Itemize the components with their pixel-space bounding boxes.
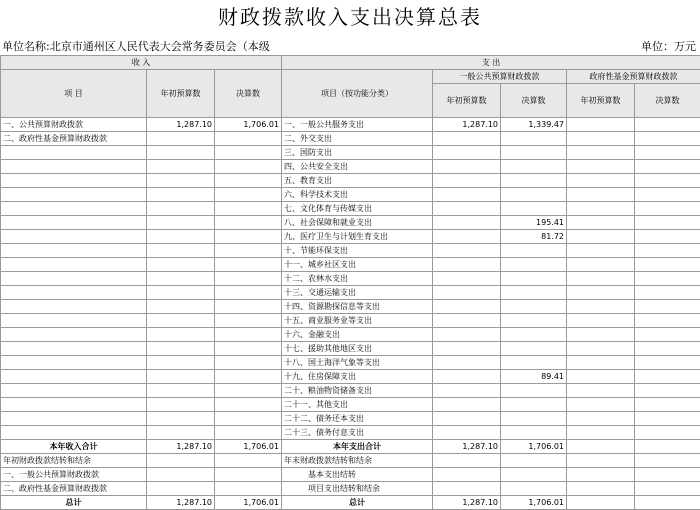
fund-final-cell[interactable] [635,356,700,370]
income-final-cell[interactable] [215,160,282,174]
summary-row [1,454,700,468]
fund-final-col-header: 决算数 [635,84,700,118]
fund-final-cell[interactable] [635,398,700,412]
empty-cell[interactable] [433,468,501,482]
fund-final-cell[interactable] [635,314,700,328]
gen-final-cell[interactable] [501,244,567,258]
income-final-cell[interactable] [215,328,282,342]
gen-budget-cell[interactable] [433,272,501,286]
fund-budget-cell[interactable] [567,174,635,188]
table-row [1,216,700,230]
income-budget-cell[interactable]: 1,287.10 [147,118,215,132]
income-budget-cell[interactable] [147,398,215,412]
gen-budget-cell[interactable] [433,300,501,314]
empty-cell[interactable] [567,468,635,482]
fund-final-cell[interactable] [635,300,700,314]
fund-budget-cell[interactable] [567,146,635,160]
table-row [1,174,700,188]
income-item-cell[interactable]: 二、政府性基金预算财政拨款 [1,132,147,146]
fund-final-cell[interactable] [635,118,700,132]
expense-total-gen-budget[interactable]: 1,287.10 [433,440,501,454]
fund-budget-cell[interactable] [567,384,635,398]
income-final-cell[interactable] [215,384,282,398]
expense-header: 支 出 [282,56,700,70]
income-item-cell[interactable] [1,258,147,272]
empty-cell[interactable] [567,440,635,454]
income-final-cell[interactable] [215,398,282,412]
gen-budget-cell[interactable] [433,132,501,146]
fund-final-cell[interactable] [635,160,700,174]
fund-final-cell[interactable] [635,272,700,286]
empty-cell[interactable] [433,454,501,468]
fund-final-cell[interactable] [635,258,700,272]
income-item-cell[interactable] [1,202,147,216]
table-row [1,230,700,244]
empty-cell[interactable] [567,482,635,496]
empty-cell[interactable] [433,482,501,496]
gen-budget-cell[interactable] [433,356,501,370]
gen-final-cell[interactable] [501,314,567,328]
income-budget-header: 年初预算数 [147,70,215,118]
general-budget-header: 一般公共预算财政拨款 [433,70,567,84]
table-row [1,300,700,314]
expense-item-cell[interactable]: 十三、交通运输支出 [282,286,433,300]
expense-item-cell[interactable]: 五、教育支出 [282,174,433,188]
income-header: 收 入 [1,56,282,70]
income-item-cell[interactable] [1,188,147,202]
gen-budget-cell[interactable] [433,398,501,412]
gen-final-cell[interactable] [501,286,567,300]
empty-cell[interactable] [215,468,282,482]
fund-budget-cell[interactable] [567,328,635,342]
summary-row [1,440,700,454]
fund-final-cell[interactable] [635,188,700,202]
gen-final-cell[interactable] [501,160,567,174]
expense-total-label[interactable]: 本年支出合计 [282,440,433,454]
income-item-cell[interactable] [1,174,147,188]
fund-budget-cell[interactable] [567,202,635,216]
gen-budget-cell[interactable] [433,328,501,342]
gen-final-cell[interactable] [501,272,567,286]
expense-item-cell[interactable]: 十八、国土海洋气象等支出 [282,356,433,370]
gen-budget-cell[interactable] [433,146,501,160]
fund-budget-cell[interactable] [567,412,635,426]
gen-budget-cell[interactable] [433,384,501,398]
gen-budget-cell[interactable] [433,216,501,230]
table-row [1,132,700,146]
income-budget-cell[interactable] [147,132,215,146]
expense-item-cell[interactable]: 十七、援助其他地区支出 [282,342,433,356]
gen-budget-cell[interactable] [433,412,501,426]
table-row [1,160,700,174]
income-item-cell[interactable] [1,160,147,174]
gen-final-cell[interactable] [501,132,567,146]
income-budget-cell[interactable] [147,300,215,314]
summary-row [1,496,700,510]
expense-item-cell[interactable]: 三、国防支出 [282,146,433,160]
income-final-cell[interactable] [215,244,282,258]
gen-final-cell[interactable] [501,300,567,314]
income-final-cell[interactable] [215,258,282,272]
gen-final-cell[interactable] [501,202,567,216]
expense-item-cell[interactable]: 十、节能环保支出 [282,244,433,258]
gen-final-cell[interactable]: 1,339.47 [501,118,567,132]
table-row [1,356,700,370]
fund-final-cell[interactable] [635,216,700,230]
empty-cell[interactable] [635,468,700,482]
gen-budget-cell[interactable] [433,160,501,174]
fund-budget-cell[interactable] [567,300,635,314]
income-total-final[interactable]: 1,706.01 [215,440,282,454]
gen-final-cell[interactable]: 81.72 [501,230,567,244]
expense-item-cell[interactable]: 六、科学技术支出 [282,188,433,202]
gen-final-cell[interactable] [501,342,567,356]
income-final-cell[interactable] [215,426,282,440]
income-total-label[interactable]: 本年收入合计 [1,440,147,454]
income-item-cell[interactable] [1,356,147,370]
empty-cell[interactable] [635,496,700,510]
income-final-cell[interactable] [215,216,282,230]
empty-cell[interactable] [567,454,635,468]
empty-cell[interactable] [147,482,215,496]
income-budget-cell[interactable] [147,202,215,216]
gen-budget-cell[interactable] [433,370,501,384]
expense-item-cell[interactable]: 十六、金融支出 [282,328,433,342]
fund-final-cell[interactable] [635,342,700,356]
table-row [1,146,700,160]
income-total-budget[interactable]: 1,287.10 [147,440,215,454]
income-item-cell[interactable] [1,286,147,300]
unit-name: 单位名称:北京市通州区人民代表大会常务委员会（本级 [2,40,270,54]
fund-final-cell[interactable] [635,202,700,216]
table-row [1,328,700,342]
expense-item-header: 项目（按功能分类） [282,70,433,118]
table-row [1,244,700,258]
gen-budget-cell[interactable] [433,426,501,440]
income-budget-cell[interactable] [147,426,215,440]
fund-budget-cell[interactable] [567,314,635,328]
income-budget-cell[interactable] [147,244,215,258]
income-budget-cell[interactable] [147,328,215,342]
gen-budget-cell[interactable] [433,202,501,216]
fund-budget-cell[interactable] [567,258,635,272]
fund-budget-cell[interactable] [567,426,635,440]
income-item-cell[interactable] [1,216,147,230]
fund-final-cell[interactable] [635,426,700,440]
gen-final-cell[interactable]: 195.41 [501,216,567,230]
income-budget-cell[interactable] [147,272,215,286]
grand-income-budget[interactable]: 1,287.10 [147,496,215,510]
income-budget-cell[interactable] [147,342,215,356]
table-row [1,342,700,356]
expense-item-cell[interactable]: 一、一般公共服务支出 [282,118,433,132]
income-item-cell[interactable] [1,384,147,398]
expense-item-cell[interactable]: 八、社会保障和就业支出 [282,216,433,230]
empty-cell[interactable] [147,454,215,468]
fund-final-cell[interactable] [635,174,700,188]
grand-income-final[interactable]: 1,706.01 [215,496,282,510]
income-final-cell[interactable] [215,314,282,328]
income-item-cell[interactable] [1,342,147,356]
table-row [1,202,700,216]
fund-budget-cell[interactable] [567,272,635,286]
unit-label: 单位：万元 [641,40,696,54]
fund-budget-cell[interactable] [567,398,635,412]
income-final-cell[interactable] [215,342,282,356]
empty-cell[interactable] [215,454,282,468]
income-final-cell[interactable] [215,370,282,384]
fund-budget-cell[interactable] [567,244,635,258]
gen-final-cell[interactable] [501,188,567,202]
carry-in-fund[interactable]: 二、政府性基金预算财政拨款 [1,482,147,496]
table-row [1,286,700,300]
fund-final-cell[interactable] [635,384,700,398]
income-budget-cell[interactable] [147,384,215,398]
income-budget-cell[interactable] [147,412,215,426]
expense-item-cell[interactable]: 十一、城乡社区支出 [282,258,433,272]
carry-out-label[interactable]: 年末财政拨款结转和结余 [282,454,433,468]
fund-budget-cell[interactable] [567,188,635,202]
income-item-cell[interactable] [1,272,147,286]
fund-budget-cell[interactable] [567,342,635,356]
fund-budget-header: 政府性基金预算财政拨款 [567,70,700,84]
gen-budget-cell[interactable] [433,244,501,258]
table-row [1,426,700,440]
table-row [1,258,700,272]
income-budget-cell[interactable] [147,160,215,174]
table-row [1,314,700,328]
fund-budget-cell[interactable] [567,286,635,300]
gen-final-cell[interactable] [501,412,567,426]
income-budget-cell[interactable] [147,146,215,160]
gen-final-col-header: 决算数 [501,84,567,118]
income-final-cell[interactable] [215,356,282,370]
grand-gen-final[interactable]: 1,706.01 [501,496,567,510]
grand-total-label[interactable]: 总计 [1,496,147,510]
expense-item-cell[interactable]: 十五、商业服务业等支出 [282,314,433,328]
fund-budget-cell[interactable] [567,132,635,146]
fund-final-cell[interactable] [635,146,700,160]
expense-item-cell[interactable]: 二十三、债务付息支出 [282,426,433,440]
income-budget-cell[interactable] [147,174,215,188]
empty-cell[interactable] [635,440,700,454]
income-final-cell[interactable] [215,202,282,216]
fund-final-cell[interactable] [635,328,700,342]
report-title: 财政拨款收入支出决算总表 [0,0,700,36]
gen-budget-cell[interactable] [433,174,501,188]
fund-final-cell[interactable] [635,370,700,384]
fund-final-cell[interactable] [635,286,700,300]
table-row [1,398,700,412]
income-budget-cell[interactable] [147,356,215,370]
income-budget-cell[interactable] [147,370,215,384]
income-final-cell[interactable] [215,188,282,202]
income-budget-cell[interactable] [147,230,215,244]
gen-budget-cell[interactable] [433,286,501,300]
fund-budget-cell[interactable] [567,356,635,370]
table-row [1,272,700,286]
income-final-cell[interactable]: 1,706.01 [215,118,282,132]
income-item-cell[interactable] [1,412,147,426]
expense-item-cell[interactable]: 二、外交支出 [282,132,433,146]
income-final-cell[interactable] [215,132,282,146]
empty-cell[interactable] [501,482,567,496]
table-row [1,118,700,132]
expense-item-cell[interactable]: 二十二、债务还本支出 [282,412,433,426]
income-final-cell[interactable] [215,230,282,244]
gen-final-cell[interactable] [501,426,567,440]
income-item-cell[interactable] [1,398,147,412]
income-final-cell[interactable] [215,286,282,300]
expense-item-cell[interactable]: 七、文化体育与传媒支出 [282,202,433,216]
income-item-cell[interactable] [1,314,147,328]
grand-gen-budget[interactable]: 1,287.10 [433,496,501,510]
gen-final-cell[interactable] [501,328,567,342]
income-final-cell[interactable] [215,272,282,286]
gen-budget-cell[interactable] [433,188,501,202]
empty-cell[interactable] [501,454,567,468]
expense-item-cell[interactable]: 十九、住房保障支出 [282,370,433,384]
income-item-cell[interactable] [1,230,147,244]
summary-row [1,468,700,482]
income-final-cell[interactable] [215,412,282,426]
gen-final-cell[interactable]: 89.41 [501,370,567,384]
gen-budget-cell[interactable]: 1,287.10 [433,118,501,132]
income-item-cell[interactable] [1,244,147,258]
gen-final-cell[interactable] [501,384,567,398]
expense-item-cell[interactable]: 九、医疗卫生与计划生育支出 [282,230,433,244]
income-budget-cell[interactable] [147,286,215,300]
expense-item-cell[interactable]: 二十、粮油物资储备支出 [282,384,433,398]
fund-budget-cell[interactable] [567,160,635,174]
gen-budget-cell[interactable] [433,230,501,244]
income-final-cell[interactable] [215,300,282,314]
empty-cell[interactable] [147,468,215,482]
gen-final-cell[interactable] [501,258,567,272]
income-budget-cell[interactable] [147,258,215,272]
expense-total-gen-final[interactable]: 1,706.01 [501,440,567,454]
empty-cell[interactable] [501,468,567,482]
gen-budget-col-header: 年初预算数 [433,84,501,118]
income-budget-cell[interactable] [147,188,215,202]
gen-final-cell[interactable] [501,146,567,160]
empty-cell[interactable] [215,482,282,496]
income-item-cell[interactable] [1,146,147,160]
summary-row [1,482,700,496]
grand-total-label-right[interactable]: 总计 [282,496,433,510]
table-row [1,370,700,384]
carry-in-general[interactable]: 一、一般公共预算财政拨款 [1,468,147,482]
fund-final-cell[interactable] [635,412,700,426]
empty-cell[interactable] [635,454,700,468]
gen-budget-cell[interactable] [433,342,501,356]
income-final-cell[interactable] [215,146,282,160]
income-final-cell[interactable] [215,174,282,188]
expense-item-cell[interactable]: 十二、农林水支出 [282,272,433,286]
table-row [1,412,700,426]
carry-out-basic[interactable]: 基本支出结转 [282,468,433,482]
income-budget-cell[interactable] [147,216,215,230]
income-item-cell[interactable]: 一、公共预算财政拨款 [1,118,147,132]
fund-budget-cell[interactable] [567,216,635,230]
gen-final-cell[interactable] [501,398,567,412]
income-item-header: 项 目 [1,70,147,118]
empty-cell[interactable] [635,482,700,496]
fund-final-cell[interactable] [635,244,700,258]
fund-budget-cell[interactable] [567,230,635,244]
carry-out-project[interactable]: 项目支出结转和结余 [282,482,433,496]
income-item-cell[interactable] [1,328,147,342]
expense-item-cell[interactable]: 二十一、其他支出 [282,398,433,412]
fund-budget-col-header: 年初预算数 [567,84,635,118]
expense-item-cell[interactable]: 十四、资源勘探信息等支出 [282,300,433,314]
table-row [1,384,700,398]
budget-table [0,55,700,510]
gen-budget-cell[interactable] [433,314,501,328]
table-row [1,188,700,202]
expense-item-cell[interactable]: 四、公共安全支出 [282,160,433,174]
income-final-header: 决算数 [215,70,282,118]
income-budget-cell[interactable] [147,314,215,328]
income-item-cell[interactable] [1,426,147,440]
gen-final-cell[interactable] [501,174,567,188]
income-item-cell[interactable] [1,370,147,384]
gen-final-cell[interactable] [501,356,567,370]
fund-budget-cell[interactable] [567,370,635,384]
income-item-cell[interactable] [1,300,147,314]
fund-final-cell[interactable] [635,230,700,244]
carry-in-label[interactable]: 年初财政拨款结转和结余 [1,454,147,468]
gen-budget-cell[interactable] [433,258,501,272]
empty-cell[interactable] [567,496,635,510]
fund-budget-cell[interactable] [567,118,635,132]
fund-final-cell[interactable] [635,132,700,146]
